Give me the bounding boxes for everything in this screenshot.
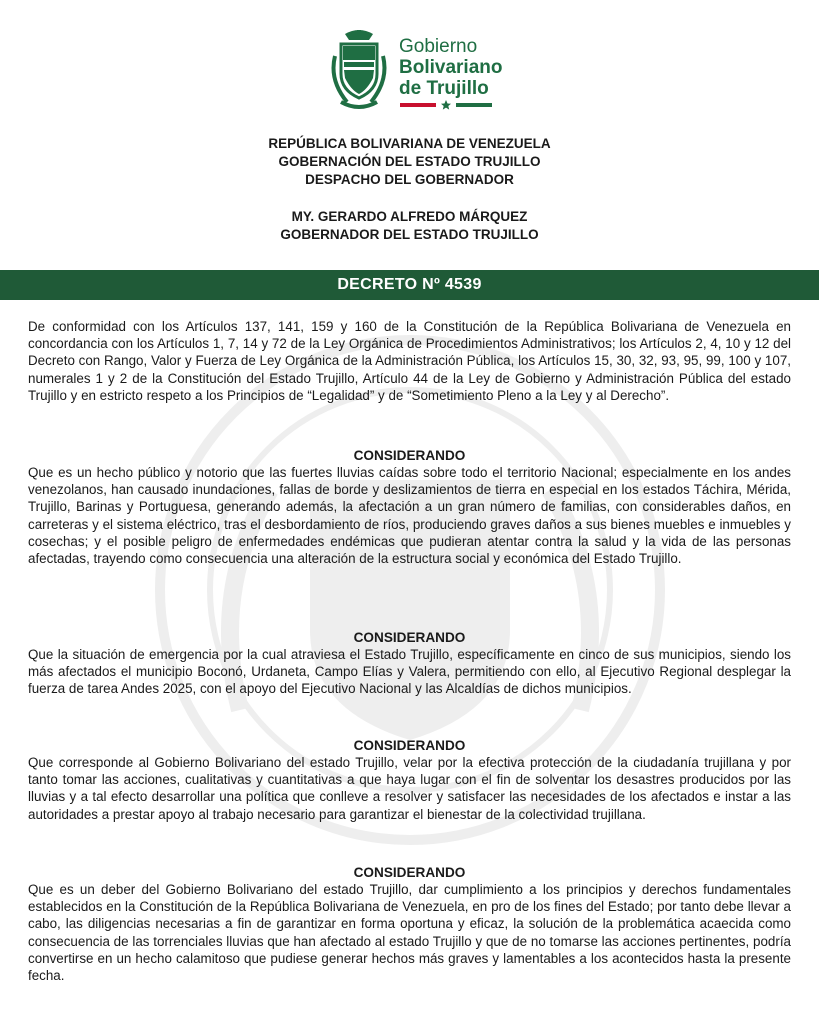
header-line-gobernacion: GOBERNACIÓN DEL ESTADO TRUJILLO <box>278 154 541 169</box>
decree-title-band: DECRETO Nº 4539 <box>0 270 819 300</box>
institution-header <box>0 135 819 189</box>
considerando-title-2: CONSIDERANDO <box>353 630 466 645</box>
considerando-text-4: Que es un deber del Gobierno Bolivariano del estado Trujillo, dar cumplimiento a los principios y derechos fundamentales establecidos en la Constitución de la República Bolivariana de Venezuela, en pro de los fines del Estado; por tanto debe llevar a cabo, las diligencias necesarias a fin de garantizar en forma oportuna y eficaz, la solución de la problemática acaecida como consecuencia de las torrenciales lluvias que han afectado al estado Trujillo y que de no tomarse las acciones pertinentes, podría convertirse en un hecho calamitoso que pudiese generar hechos más graves y lamentables a los acontecidos hasta la presente fecha. <box>28 882 791 984</box>
logo-wordmark <box>399 36 502 99</box>
considerando-title-4: CONSIDERANDO <box>353 865 466 880</box>
logo-line-1: Gobierno <box>399 36 478 57</box>
logo-line-3: de Trujillo <box>399 78 489 99</box>
considerando-title-1: CONSIDERANDO <box>353 448 466 463</box>
governor-name: MY. GERARDO ALFREDO MÁRQUEZ <box>291 209 528 224</box>
header-line-despacho: DESPACHO DEL GOBERNADOR <box>305 172 514 187</box>
considerando-text-1: Que es un hecho público y notorio que las fuertes lluvias caídas sobre todo el territorio Nacional; especialmente en los andes venezolanos, han causado inundaciones, fallas de borde y deslizamientos de tierra en especial en los estados Táchira, Mérida, Trujillo, Barinas y Portuguesa, generando además, la afectación a un gran número de familias, con considerables daños, en carreteras y el sistema eléctrico, tras el desbordamiento de ríos, produciendo graves daños a sus bienes muebles e inmuebles y cosechas; y el posible peligro de enfermedades endémicas que pudieran atentar contra la salud y la vida de las personas afectadas, trayendo como consecuencia una alteración de la estructura social y económica del Estado Trujillo. <box>28 465 791 567</box>
coat-of-arms-icon <box>327 28 391 114</box>
considerando-text-2: Que la situación de emergencia por la cual atraviesa el Estado Trujillo, específicamente en cinco de sus municipios, siendo los más afectados el municipio Boconó, Urdaneta, Campo Elías y Valera, permitiendo con ello, al Ejecutivo Regional desplegar la fuerza de tarea Andes 2025, con el apoyo del Ejecutivo Nacional y las Alcaldías de dichos municipios. <box>28 647 791 697</box>
intro-paragraph: De conformidad con los Artículos 137, 141, 159 y 160 de la Constitución de la República Bolivariana de Venezuela en concordancia con los Artículos 1, 7, 14 y 72 de la Ley Orgánica de Procedimientos Administrativos; los Artículos 2, 4, 10 y 12 del Decreto con Rango, Valor y Fuerza de Ley Orgánica de la Administración Pública, los Artículos 15, 30, 32, 93, 95, 99, 100 y 107, numerales 1 y 2 de la Constitución del Estado Trujillo, Artículo 44 de la Ley de Gobierno y Administración Pública del estado Trujillo y en estricto respeto a los Principios de “Legalidad” y de “Sometimiento Pleno a la Ley y al Derecho”. <box>28 319 791 403</box>
header-line-republic: REPÚBLICA BOLIVARIANA DE VENEZUELA <box>268 136 551 151</box>
gobierno-trujillo-logo <box>327 28 503 120</box>
considerando-text-3: Que corresponde al Gobierno Bolivariano del estado Trujillo, velar por la efectiva protección de la ciudadanía trujillana y por tanto tomar las acciones, cualitativas y cuantitativas a que haya lugar con el fin de solventar los desastres producidos por las lluvias y a tal efecto desarrollar una política que conlleve a resolver y satisfacer las necesidades de los afectados e instar a las autoridades a prestar apoyo al trabajo necesario para garantizar el bienestar de la colectividad trujillana. <box>28 755 791 822</box>
logo-flag-stripes-icon <box>400 100 492 110</box>
governor-header <box>0 208 819 244</box>
logo-line-2: Bolivariano <box>399 57 503 78</box>
considerando-title-3: CONSIDERANDO <box>353 738 466 753</box>
governor-title: GOBERNADOR DEL ESTADO TRUJILLO <box>280 227 539 242</box>
